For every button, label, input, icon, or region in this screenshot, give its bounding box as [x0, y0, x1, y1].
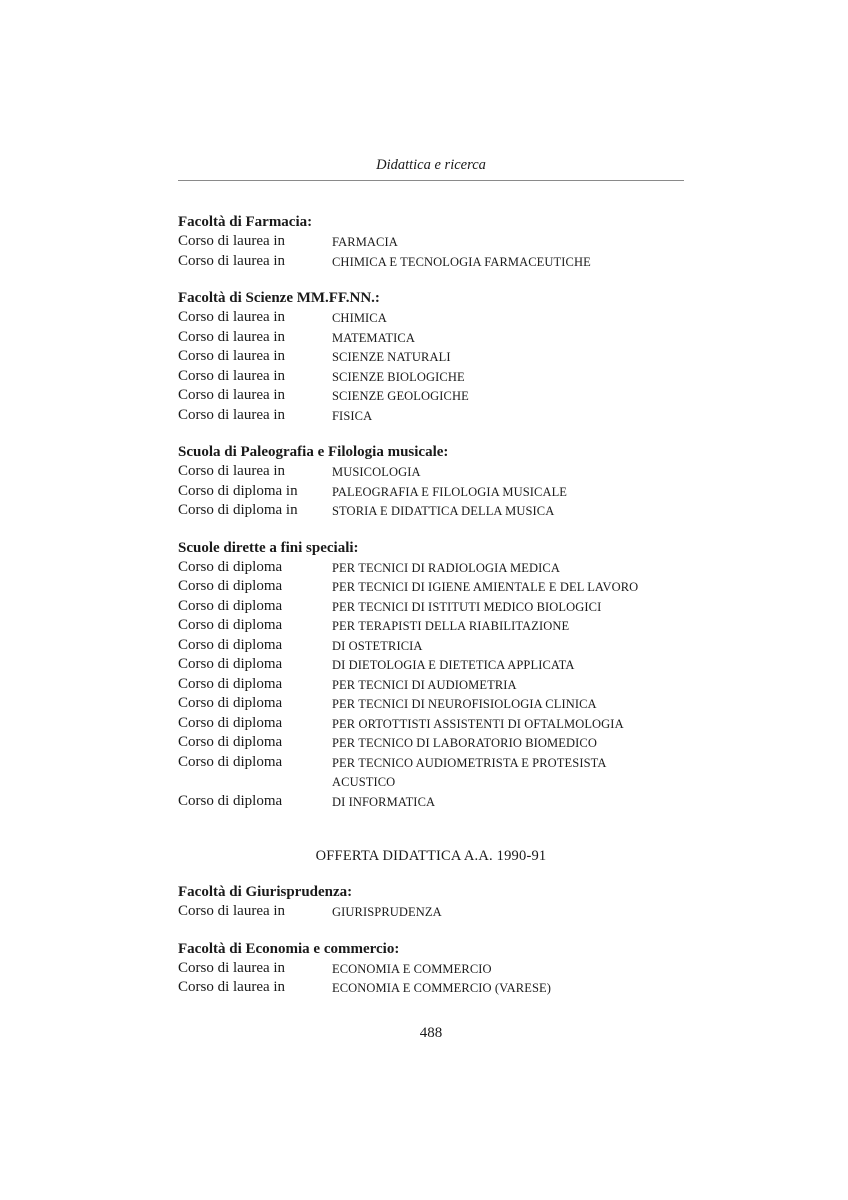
course-type-label: Corso di diploma: [178, 656, 283, 672]
course-type-label: Corso di laurea in: [178, 309, 286, 325]
course-row: [178, 655, 684, 675]
course-type-label: Corso di laurea in: [178, 348, 286, 364]
section-spacer: [178, 922, 684, 940]
course-name: PER ORTOTTISTI ASSISTENTI DI OFTALMOLOGIA: [332, 716, 624, 731]
course-name: SCIENZE BIOLOGICHE: [332, 369, 465, 384]
section-title: Scuole dirette a fini speciali:: [178, 539, 359, 556]
course-name: PER TECNICI DI NEUROFISIOLOGIA CLINICA: [332, 697, 597, 711]
course-name: STORIA E DIDATTICA DELLA MUSICA: [332, 504, 555, 518]
course-row: [178, 308, 684, 328]
page-body: [178, 213, 684, 998]
course-row: [178, 902, 684, 922]
faculty-section: [178, 940, 684, 998]
course-name: ECONOMIA E COMMERCIO: [332, 961, 492, 976]
section-spacer: [178, 271, 684, 289]
offer-heading: OFFERTA DIDATTICA A.A. 1990-91: [315, 848, 547, 864]
course-row: [178, 772, 684, 792]
faculty-section: [178, 883, 684, 922]
course-name: PER TECNICI DI ISTITUTI MEDICO BIOLOGICI: [332, 599, 602, 614]
course-name: FARMACIA: [332, 235, 398, 249]
course-row: [178, 558, 684, 578]
course-type-label: Corso di laurea in: [178, 252, 286, 269]
course-type-label: Corso di diploma: [178, 636, 283, 653]
sections-before-offer: [178, 213, 684, 811]
course-name: PER TECNICO AUDIOMETRISTA E PROTESISTA: [332, 755, 607, 770]
section-title: Facoltà di Farmacia:: [178, 214, 313, 230]
course-type-label: Corso di laurea in: [178, 328, 286, 345]
course-row: [178, 753, 684, 773]
course-name: DI OSTETRICIA: [332, 638, 423, 653]
course-type-label: Corso di diploma: [178, 695, 283, 711]
course-row: [178, 694, 684, 714]
spacer: [178, 865, 684, 883]
course-name: CHIMICA E TECNOLOGIA FARMACEUTICHE: [332, 254, 591, 269]
course-type-label: Corso di diploma in: [178, 502, 298, 518]
course-row: [178, 714, 684, 734]
course-type-label: Corso di laurea in: [178, 959, 286, 976]
course-name: DI INFORMATICA: [332, 794, 436, 809]
course-row: [178, 597, 684, 617]
course-type-label: Corso di diploma: [178, 675, 283, 692]
course-type-label: Corso di diploma: [178, 597, 283, 614]
course-row: [178, 328, 684, 348]
course-name: GIURISPRUDENZA: [332, 905, 442, 919]
course-type-label: Corso di laurea in: [178, 406, 286, 423]
section-spacer: [178, 425, 684, 443]
course-name: DI DIETOLOGIA E DIETETICA APPLICATA: [332, 658, 575, 672]
section-title: Facoltà di Scienze MM.FF.NN.:: [178, 290, 380, 306]
course-name: PER TERAPISTI DELLA RIABILITAZIONE: [332, 619, 570, 633]
course-type-label: Corso di laurea in: [178, 463, 286, 479]
section-title: Facoltà di Giurisprudenza:: [178, 884, 353, 900]
course-row: [178, 406, 684, 426]
header-rule: [178, 180, 684, 181]
course-name: SCIENZE GEOLOGICHE: [332, 389, 469, 403]
course-name: FISICA: [332, 408, 373, 423]
faculty-section: [178, 213, 684, 271]
course-name: CHIMICA: [332, 311, 387, 325]
course-type-label: Corso di diploma: [178, 617, 283, 633]
course-type-label: Corso di diploma: [178, 792, 283, 809]
course-row: [178, 978, 684, 998]
running-head: Didattica e ricerca: [376, 157, 486, 173]
course-type-label: Corso di diploma: [178, 714, 283, 731]
course-row: [178, 232, 684, 252]
course-type-label: Corso di diploma: [178, 753, 283, 770]
course-row: [178, 636, 684, 656]
course-type-label: Corso di diploma in: [178, 482, 298, 499]
course-row: [178, 252, 684, 272]
course-row: [178, 347, 684, 367]
course-type-label: Corso di laurea in: [178, 387, 286, 403]
course-row: [178, 577, 684, 597]
spacer: [178, 811, 684, 847]
course-row: [178, 367, 684, 387]
course-row: [178, 386, 684, 406]
faculty-section: [178, 289, 684, 425]
course-type-label: Corso di diploma: [178, 734, 283, 750]
course-type-label: Corso di laurea in: [178, 367, 286, 384]
course-name: MUSICOLOGIA: [332, 465, 421, 479]
course-type-label: Corso di laurea in: [178, 903, 286, 919]
course-type-label: [178, 772, 332, 792]
sections-after-offer: [178, 883, 684, 998]
course-name: ECONOMIA E COMMERCIO (VARESE): [332, 981, 552, 995]
course-row: [178, 616, 684, 636]
course-row: [178, 482, 684, 502]
section-spacer: [178, 521, 684, 539]
course-name: PER TECNICI DI AUDIOMETRIA: [332, 677, 517, 692]
course-name: PER TECNICI DI IGIENE AMIENTALE E DEL LAVORO: [332, 580, 639, 594]
course-type-label: Corso di laurea in: [178, 233, 286, 249]
course-type-label: Corso di diploma: [178, 558, 283, 575]
course-name: PER TECNICI DI RADIOLOGIA MEDICA: [332, 560, 560, 575]
course-name: MATEMATICA: [332, 330, 415, 345]
course-row: [178, 501, 684, 521]
section-title: Scuola di Paleografia e Filologia musicale:: [178, 444, 449, 460]
course-row: [178, 959, 684, 979]
course-type-label: Corso di laurea in: [178, 979, 286, 995]
course-name: SCIENZE NATURALI: [332, 350, 451, 364]
course-row: [178, 462, 684, 482]
course-name: PER TECNICO DI LABORATORIO BIOMEDICO: [332, 736, 597, 750]
page-number: 488: [419, 1025, 443, 1041]
course-name: PALEOGRAFIA E FILOLOGIA MUSICALE: [332, 484, 568, 499]
course-row: [178, 792, 684, 812]
section-title: Facoltà di Economia e commercio:: [178, 940, 400, 957]
course-name: ACUSTICO: [332, 775, 396, 789]
course-row: [178, 675, 684, 695]
course-row: [178, 733, 684, 753]
course-type-label: Corso di diploma: [178, 578, 283, 594]
faculty-section: [178, 443, 684, 521]
faculty-section: [178, 539, 684, 812]
